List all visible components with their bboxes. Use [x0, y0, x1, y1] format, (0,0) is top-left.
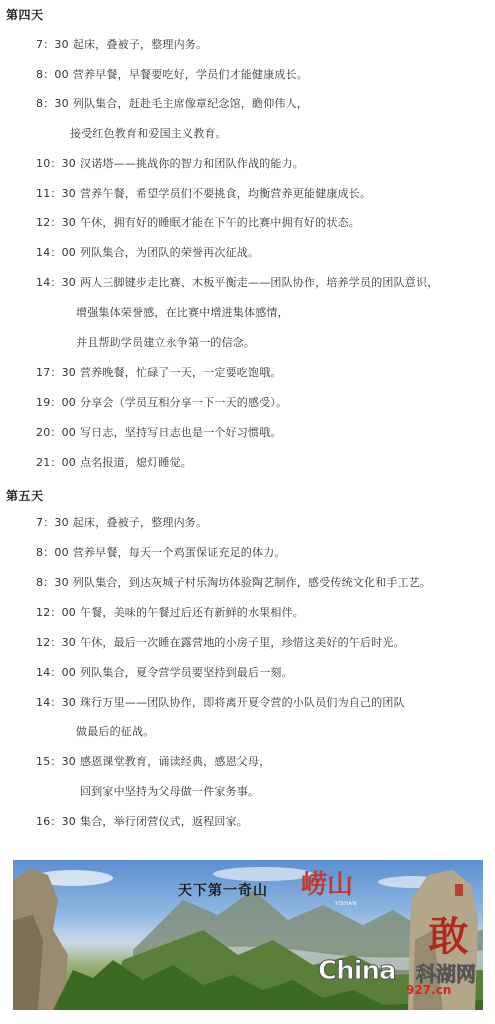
- day5-item-1-time: 7：30: [36, 516, 69, 529]
- day5-item-5-text: 午休，最后一次睡在露营地的小房子里，珍惜这美好的午后时光。: [80, 636, 405, 649]
- day4-item-7-time: 14：00: [36, 246, 76, 259]
- day5-item-1: [36, 516, 207, 530]
- day5-item-3-text: 列队集合，到达灰城子村乐淘坊体验陶艺制作，感受传统文化和手工艺。: [72, 576, 432, 589]
- day4-item-3-text: 列队集合，赶赴毛主席像章纪念馆，瞻仰伟人，: [72, 97, 308, 110]
- day4-item-5: [36, 187, 371, 201]
- day4-item-3-time: 8：30: [36, 97, 69, 110]
- day5-item-9: [36, 815, 248, 829]
- day5-item-7: [36, 696, 405, 710]
- day4-item-9-time: 17：30: [36, 366, 76, 379]
- day5-item-8: [36, 755, 270, 769]
- day5-item-2: [36, 546, 286, 560]
- day4-item-8-time: 14：30: [36, 276, 76, 289]
- day4-item-6-text: 午休，拥有好的睡眠才能在下午的比赛中拥有好的状态。: [80, 216, 360, 229]
- day5-item-4-time: 12：00: [36, 606, 76, 619]
- day4-item-6: [36, 216, 360, 230]
- day4-item-8-cont-1: 增强集体荣誉感，在比赛中增进集体感情，: [76, 306, 289, 319]
- day4-item-8-text: 两人三脚键步走比赛、木板平衡走——团队协作，培养学员的团队意识，: [80, 276, 439, 289]
- day4-item-7: [36, 246, 259, 260]
- china-927-watermark-logo: [318, 956, 488, 1000]
- banner-rock-inscription: 敢: [422, 915, 469, 955]
- day5-item-5: [36, 636, 405, 650]
- day4-item-11-time: 20：00: [36, 426, 76, 439]
- day5-item-9-text: 集合，举行闭营仪式，返程回家。: [80, 815, 248, 828]
- watermark-chinese-text: 科湖网: [416, 962, 476, 986]
- day5-item-7-text: 珠行万里——团队协作，即将离开夏令营的小队员们为自己的团队: [80, 696, 405, 709]
- day4-item-4-text: 汉诺塔——挑战你的智力和团队作战的能力。: [80, 157, 304, 170]
- day4-item-4-time: 10：30: [36, 157, 76, 170]
- day4-item-5-time: 11：30: [36, 187, 76, 200]
- day4-item-12-text: 点名报道，熄灯睡觉。: [80, 456, 192, 469]
- day5-item-2-time: 8：00: [36, 546, 69, 559]
- day5-heading: 第五天: [6, 489, 44, 503]
- day5-item-7-cont: 做最后的征战。: [76, 725, 155, 738]
- banner-laoshan-calligraphy: 崂山: [301, 870, 354, 900]
- day4-item-3-cont: 接受红色教育和爱国主义教育。: [70, 127, 227, 140]
- day5-item-9-time: 16：30: [36, 815, 76, 828]
- watermark-domain-text: 927.cn: [406, 983, 452, 997]
- day4-item-9-text: 营养晚餐，忙碌了一天，一定要吃饱哦。: [80, 366, 282, 379]
- day4-item-8: [36, 276, 438, 290]
- day5-item-8-text: 感恩课堂教育，诵读经典，感恩父母，: [80, 755, 271, 768]
- day5-item-3-time: 8：30: [36, 576, 69, 589]
- day4-item-1-time: 7：30: [36, 38, 69, 51]
- day5-item-8-time: 15：30: [36, 755, 76, 768]
- day4-item-10: [36, 396, 287, 410]
- day5-item-1-text: 起床，叠被子，整理内务。: [72, 516, 208, 529]
- day4-item-12-time: 21：00: [36, 456, 76, 469]
- banner-slogan: 天下第一奇山: [178, 883, 268, 899]
- watermark-china-text: China: [318, 956, 396, 986]
- banner-pinyin: YISHAN: [335, 901, 357, 907]
- day5-item-4-text: 午餐，美味的午餐过后还有新鲜的水果相伴。: [80, 606, 304, 619]
- day5-item-5-time: 12：30: [36, 636, 76, 649]
- day4-item-1: [36, 38, 207, 52]
- day5-item-8-cont: 回到家中坚持为父母做一件家务事。: [80, 785, 260, 798]
- day4-item-11: [36, 426, 282, 440]
- day5-item-7-time: 14：30: [36, 696, 76, 709]
- day4-item-7-text: 列队集合，为团队的荣誉再次征战。: [80, 246, 260, 259]
- day4-heading: 第四天: [6, 8, 44, 22]
- day4-item-6-time: 12：30: [36, 216, 76, 229]
- day5-item-4: [36, 606, 304, 620]
- day5-item-6-text: 列队集合，夏令营学员要坚持到最后一刻。: [80, 666, 293, 679]
- day5-item-3: [36, 576, 431, 590]
- day4-item-10-time: 19：00: [36, 396, 76, 409]
- day4-item-3: [36, 97, 308, 111]
- day5-item-6: [36, 666, 293, 680]
- day4-item-4: [36, 157, 304, 171]
- day5-item-2-text: 营养早餐，每天一个鸡蛋保证充足的体力。: [72, 546, 286, 559]
- day4-item-12: [36, 456, 192, 470]
- day4-item-9: [36, 366, 282, 380]
- day4-item-1-text: 起床，叠被子，整理内务。: [72, 38, 208, 51]
- day4-item-11-text: 写日志，坚持写日志也是一个好习惯哦。: [80, 426, 282, 439]
- day4-item-5-text: 营养午餐，希望学员们不要挑食，均衡营养更能健康成长。: [80, 187, 372, 200]
- day4-item-8-cont-2: 并且帮助学员建立永争第一的信念。: [76, 336, 256, 349]
- day4-item-2-time: 8：00: [36, 68, 69, 81]
- day4-item-2: [36, 68, 308, 82]
- day5-item-6-time: 14：00: [36, 666, 76, 679]
- day4-item-10-text: 分享会（学员互相分享一下一天的感受）。: [80, 396, 288, 409]
- day4-item-2-text: 营养早餐，早餐要吃好，学员们才能健康成长。: [72, 68, 308, 81]
